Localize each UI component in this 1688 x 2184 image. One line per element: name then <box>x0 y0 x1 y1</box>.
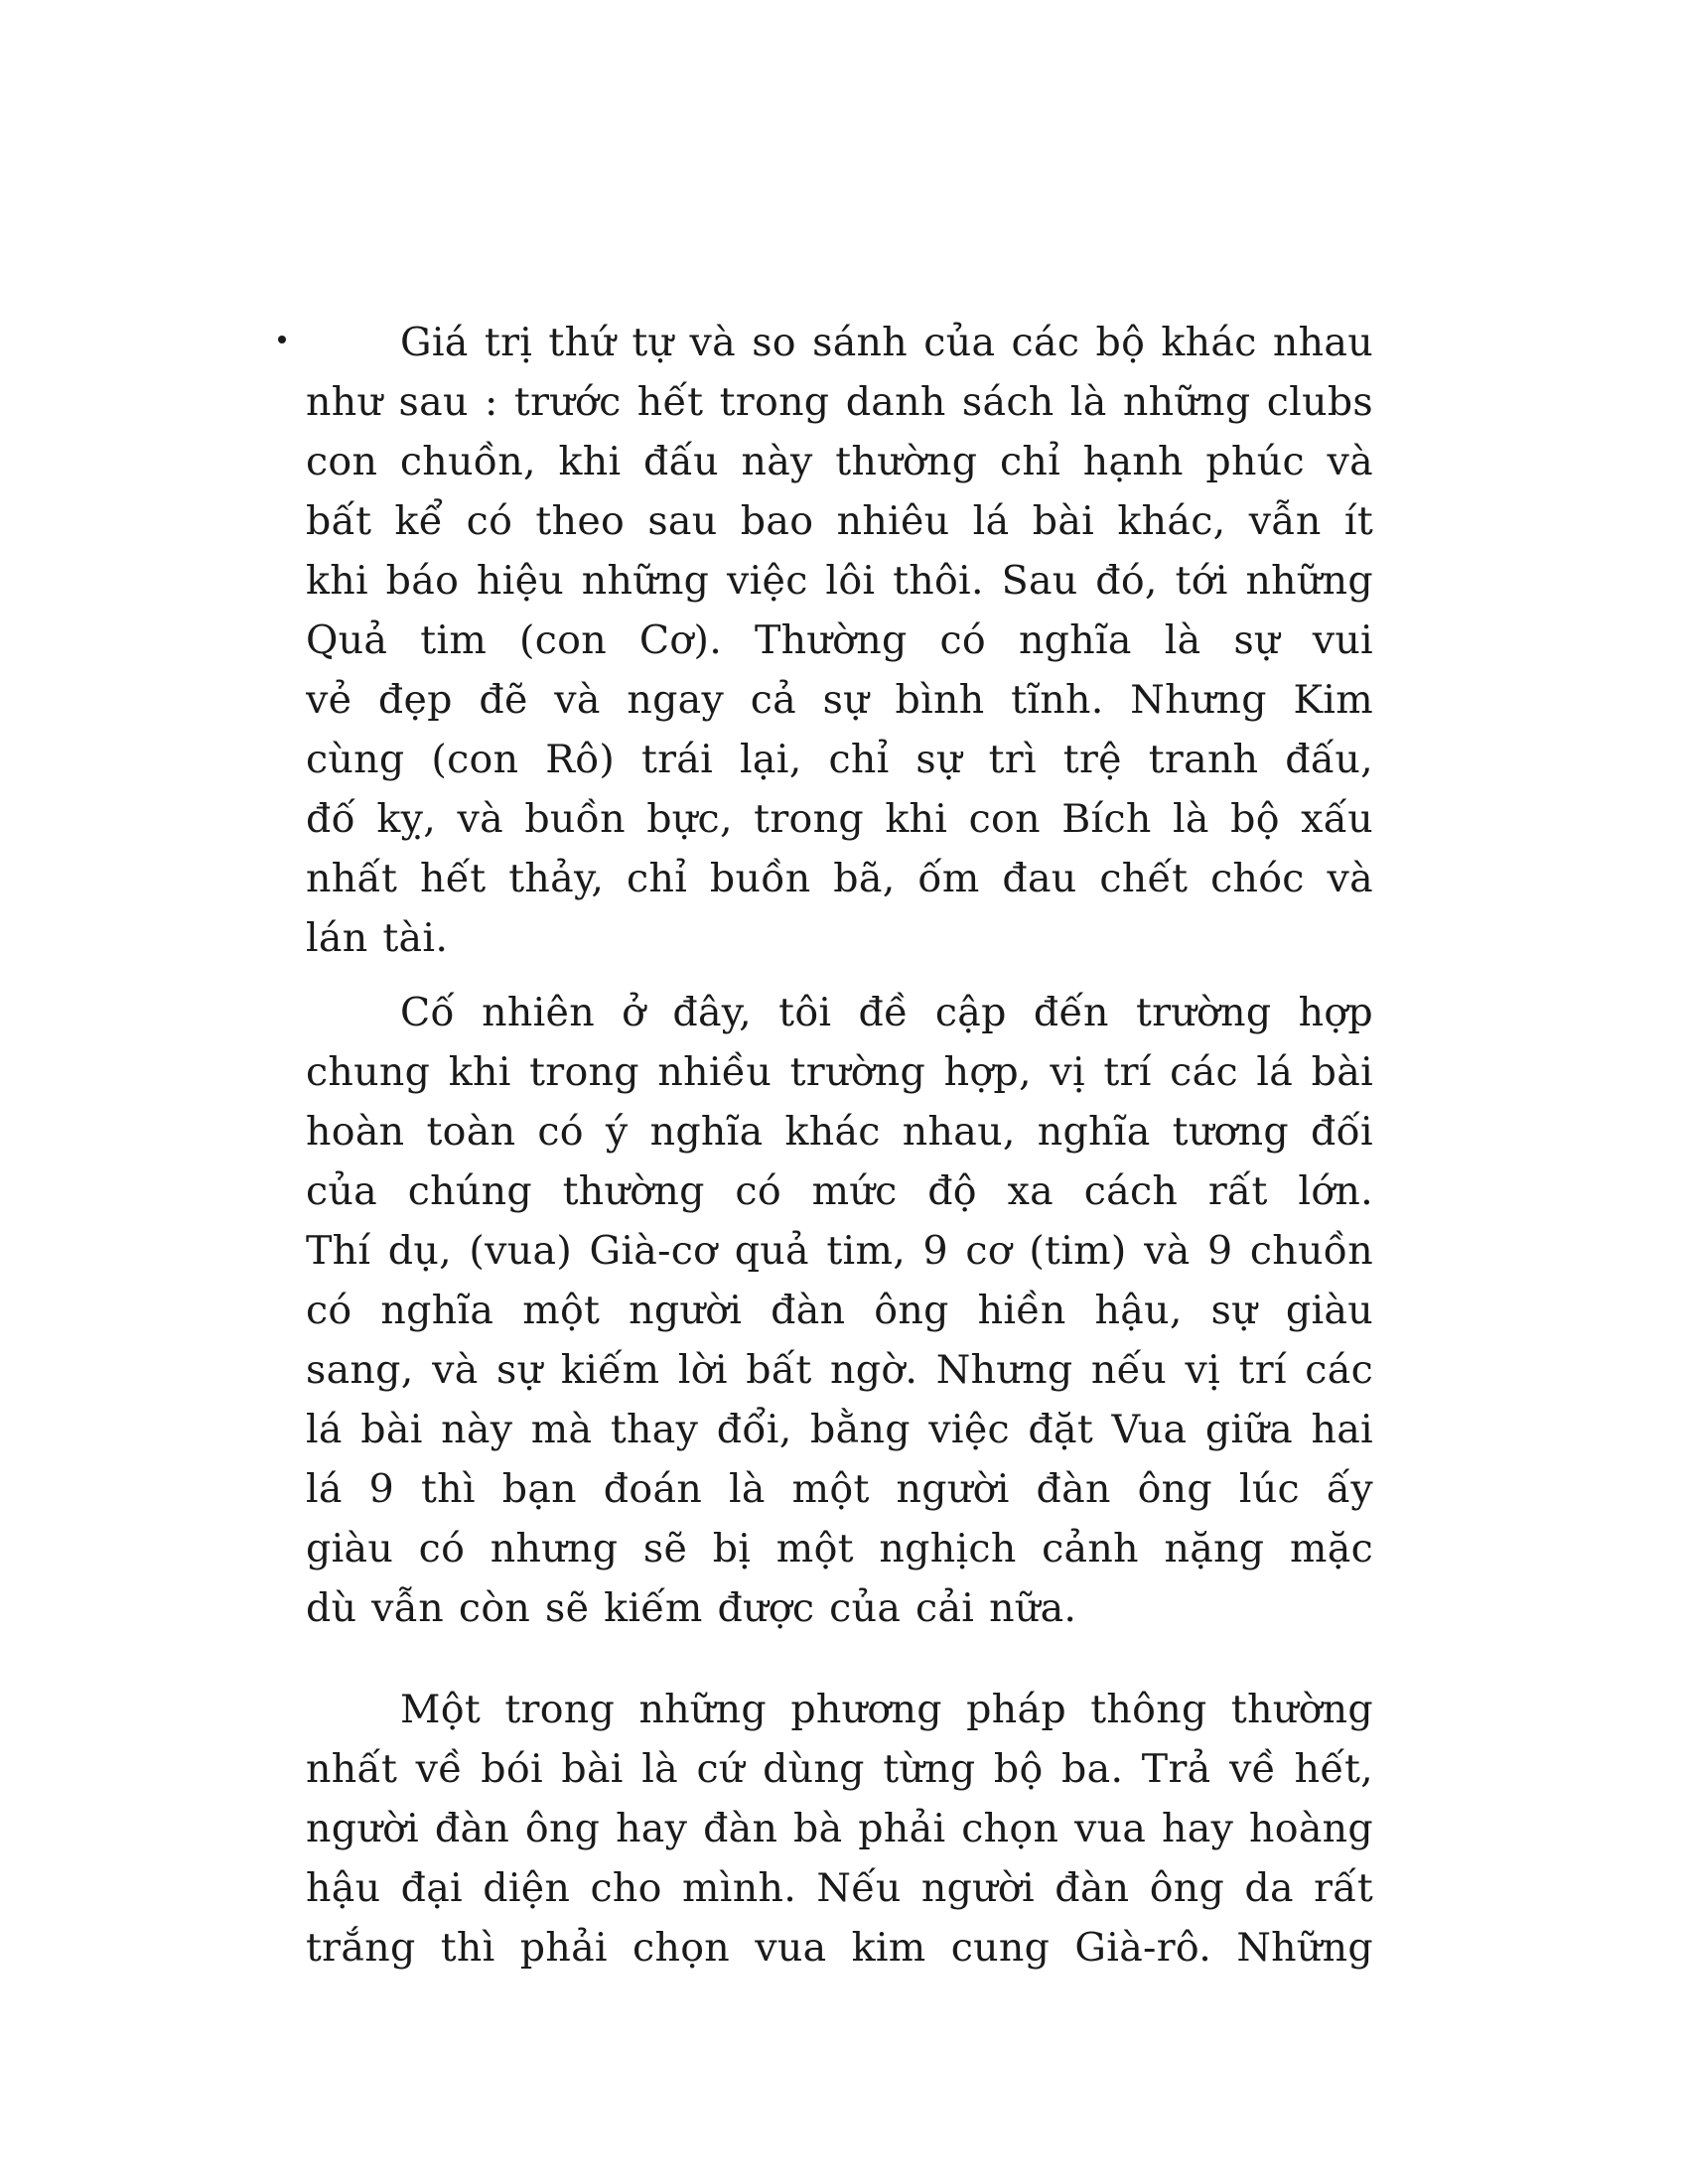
paragraph-line: Một trong những phương pháp thông thường <box>400 1687 1373 1732</box>
paragraph-line: bất kể có theo sau bao nhiêu lá bài khác, vẫn ít <box>306 498 1373 544</box>
paragraph-line: chung khi trong nhiều trường hợp, vị trí các lá bài <box>306 1049 1373 1095</box>
paragraph-line: trắng thì phải chọn vua kim cung Già-rô. Những <box>306 1925 1373 1971</box>
paragraph-line: dù vẫn còn sẽ kiếm được của cải nữa. <box>306 1585 1077 1631</box>
paragraph-line: Thí dụ, (vua) Già-cơ quả tim, 9 cơ (tim) và 9 chuồn <box>306 1228 1373 1274</box>
paragraph-line: Quả tim (con Cơ). Thường có nghĩa là sự vui <box>306 617 1373 663</box>
paragraph-line: lá bài này mà thay đổi, bằng việc đặt Vua giữa hai <box>306 1407 1373 1452</box>
margin-mark <box>278 336 286 343</box>
paragraph-2 <box>306 983 1373 1638</box>
paragraph-line: của chúng thường có mức độ xa cách rất lớn. <box>306 1168 1373 1214</box>
paragraph-line: nhất về bói bài là cứ dùng từng bộ ba. Trả về hết, <box>306 1746 1373 1792</box>
paragraph-line: cùng (con Rô) trái lại, chỉ sự trì trệ tranh đấu, <box>306 737 1373 782</box>
paragraph-line: người đàn ông hay đàn bà phải chọn vua hay hoàng <box>306 1806 1373 1851</box>
paragraph-line: hậu đại diện cho mình. Nếu người đàn ông da rất <box>306 1865 1373 1911</box>
paragraph-line: sang, và sự kiếm lời bất ngờ. Nhưng nếu vị trí các <box>306 1347 1373 1393</box>
paragraph-line: Giá trị thứ tự và so sánh của các bộ khác nhau <box>400 320 1373 365</box>
paragraph-line: lán tài. <box>306 915 449 961</box>
paragraph-1 <box>306 313 1373 968</box>
paragraph-line: có nghĩa một người đàn ông hiền hậu, sự giàu <box>306 1288 1373 1333</box>
paragraph-line: đố kỵ, và buồn bực, trong khi con Bích là bộ xấu <box>306 796 1373 842</box>
paragraph-line: vẻ đẹp đẽ và ngay cả sự bình tĩnh. Nhưng Kim <box>306 677 1373 723</box>
paragraph-3 <box>306 1680 1373 1978</box>
paragraph-line: như sau : trước hết trong danh sách là những clubs <box>306 379 1373 425</box>
paragraph-line: con chuồn, khi đấu này thường chỉ hạnh phúc và <box>306 439 1373 484</box>
paragraph-line: Cố nhiên ở đây, tôi đề cập đến trường hợp <box>400 990 1373 1035</box>
paragraph-line: lá 9 thì bạn đoán là một người đàn ông lúc ấy <box>306 1466 1373 1512</box>
paragraph-line: giàu có nhưng sẽ bị một nghịch cảnh nặng mặc <box>306 1526 1373 1571</box>
paragraph-line: khi báo hiệu những việc lôi thôi. Sau đó, tới những <box>306 558 1373 604</box>
paragraph-line: nhất hết thảy, chỉ buồn bã, ốm đau chết chóc và <box>306 856 1373 901</box>
paragraph-line: hoàn toàn có ý nghĩa khác nhau, nghĩa tương đối <box>306 1109 1373 1155</box>
